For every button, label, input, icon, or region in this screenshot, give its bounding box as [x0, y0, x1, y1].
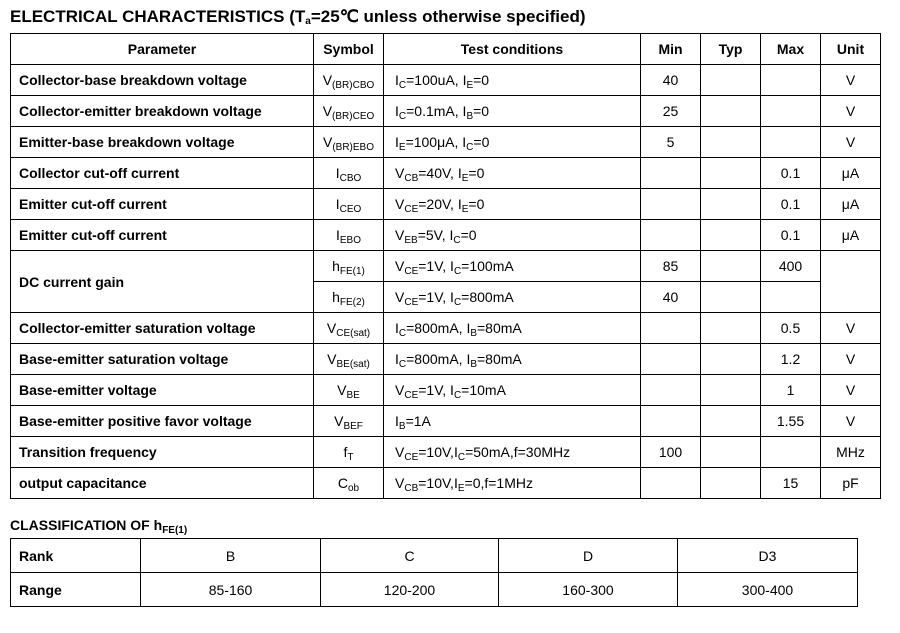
- electrical-characteristics-table: [10, 33, 881, 499]
- condition-subscript: EB: [404, 235, 418, 246]
- unit-cell: V: [821, 375, 881, 406]
- symbol-main: V: [327, 351, 337, 367]
- typ-cell: [701, 96, 761, 127]
- max-cell: 1.55: [761, 406, 821, 437]
- table-row: [11, 437, 881, 468]
- typ-cell: [701, 127, 761, 158]
- condition-text: =0: [468, 165, 485, 181]
- symbol-cell: [314, 65, 384, 96]
- symbol-main: I: [335, 165, 340, 181]
- parameter-cell: Emitter cut-off current: [11, 220, 314, 251]
- symbol-cell: [314, 251, 384, 282]
- unit-cell: pF: [821, 468, 881, 499]
- range-cell: 120-200: [321, 573, 499, 607]
- header-unit: Unit: [821, 34, 881, 65]
- condition-subscript: B: [470, 328, 477, 339]
- condition-text: I: [395, 103, 399, 119]
- condition-text: =0: [473, 72, 490, 88]
- typ-cell: [701, 437, 761, 468]
- condition-text: V: [395, 227, 405, 243]
- parameter-cell: Base-emitter positive favor voltage: [11, 406, 314, 437]
- range-label: Range: [11, 573, 141, 607]
- rank-cell: C: [321, 539, 499, 573]
- symbol-subscript: ob: [348, 483, 360, 494]
- test-condition-cell: [384, 127, 641, 158]
- symbol-cell: [314, 313, 384, 344]
- condition-text: =40V, I: [418, 165, 462, 181]
- condition-text: I: [395, 134, 399, 150]
- range-row: [11, 573, 858, 607]
- condition-subscript: B: [470, 359, 477, 370]
- symbol-main: V: [322, 134, 333, 150]
- min-cell: 100: [641, 437, 701, 468]
- condition-subscript: E: [466, 80, 474, 91]
- condition-text: I: [395, 72, 399, 88]
- unit-cell: V: [821, 127, 881, 158]
- condition-text: =50mA,f=30MHz: [465, 444, 571, 460]
- unit-cell: MHz: [821, 437, 881, 468]
- condition-text: =0,f=1MHz: [464, 475, 533, 491]
- parameter-cell: Collector-emitter saturation voltage: [11, 313, 314, 344]
- condition-text: =1A: [405, 413, 431, 429]
- test-condition-cell: [384, 65, 641, 96]
- symbol-cell: [314, 189, 384, 220]
- table-row: [11, 251, 881, 282]
- table-row: [11, 406, 881, 437]
- max-cell: 0.1: [761, 189, 821, 220]
- parameter-cell: Collector-emitter breakdown voltage: [11, 96, 314, 127]
- max-cell: 1: [761, 375, 821, 406]
- symbol-subscript: BE: [346, 390, 360, 401]
- typ-cell: [701, 189, 761, 220]
- max-cell: [761, 437, 821, 468]
- condition-subscript: C: [398, 359, 407, 370]
- symbol-main: I: [335, 196, 340, 212]
- min-cell: [641, 313, 701, 344]
- symbol-cell: [314, 468, 384, 499]
- test-condition-cell: [384, 282, 641, 313]
- typ-cell: [701, 158, 761, 189]
- symbol-subscript: (BR)CEO: [332, 111, 375, 122]
- condition-text: V: [395, 258, 405, 274]
- max-cell: [761, 282, 821, 313]
- rank-cell: D3: [678, 539, 858, 573]
- condition-text: V: [395, 475, 405, 491]
- condition-subscript: CE: [404, 204, 419, 215]
- max-cell: [761, 96, 821, 127]
- symbol-main: V: [337, 382, 347, 398]
- condition-text: I: [395, 320, 399, 336]
- test-condition-cell: [384, 375, 641, 406]
- typ-cell: [701, 220, 761, 251]
- max-cell: 0.5: [761, 313, 821, 344]
- parameter-cell: DC current gain: [11, 251, 314, 313]
- test-condition-cell: [384, 468, 641, 499]
- typ-cell: [701, 313, 761, 344]
- symbol-cell: [314, 375, 384, 406]
- condition-subscript: E: [457, 483, 465, 494]
- condition-text: =10V,I: [418, 444, 458, 460]
- min-cell: [641, 375, 701, 406]
- condition-subscript: CE: [404, 266, 419, 277]
- symbol-subscript: BEF: [343, 421, 363, 432]
- max-cell: [761, 127, 821, 158]
- typ-cell: [701, 468, 761, 499]
- unit-cell: μA: [821, 189, 881, 220]
- condition-text: =1V, I: [418, 382, 454, 398]
- min-cell: [641, 220, 701, 251]
- parameter-cell: Base-emitter voltage: [11, 375, 314, 406]
- symbol-main: C: [337, 475, 348, 491]
- condition-text: I: [395, 351, 399, 367]
- header-test-conditions: Test conditions: [384, 34, 641, 65]
- condition-subscript: B: [398, 421, 406, 432]
- test-condition-cell: [384, 344, 641, 375]
- parameter-cell: Emitter cut-off current: [11, 189, 314, 220]
- symbol-subscript: BE(sat): [336, 359, 370, 370]
- symbol-cell: [314, 127, 384, 158]
- symbol-main: I: [335, 227, 340, 243]
- test-condition-cell: [384, 158, 641, 189]
- max-cell: 0.1: [761, 220, 821, 251]
- condition-text: =1V, I: [418, 258, 454, 274]
- min-cell: 5: [641, 127, 701, 158]
- parameter-cell: Collector cut-off current: [11, 158, 314, 189]
- symbol-main: h: [332, 289, 340, 305]
- typ-cell: [701, 344, 761, 375]
- condition-text: V: [395, 289, 405, 305]
- min-cell: 40: [641, 65, 701, 96]
- condition-text: =800mA, I: [406, 351, 471, 367]
- header-typ: Typ: [701, 34, 761, 65]
- max-cell: 1.2: [761, 344, 821, 375]
- symbol-main: V: [334, 413, 344, 429]
- symbol-subscript: CE(sat): [336, 328, 371, 339]
- table-row: [11, 468, 881, 499]
- condition-subscript: C: [453, 266, 462, 277]
- min-cell: [641, 468, 701, 499]
- max-cell: 0.1: [761, 158, 821, 189]
- symbol-cell: [314, 406, 384, 437]
- condition-subscript: C: [398, 328, 407, 339]
- condition-text: =10mA: [461, 382, 506, 398]
- condition-text: =0: [473, 103, 490, 119]
- min-cell: [641, 406, 701, 437]
- condition-text: =10V,I: [418, 475, 458, 491]
- condition-text: =0: [468, 196, 485, 212]
- max-cell: 400: [761, 251, 821, 282]
- table-row: [11, 313, 881, 344]
- condition-subscript: CB: [404, 483, 419, 494]
- test-condition-cell: [384, 406, 641, 437]
- condition-text: =80mA: [477, 320, 522, 336]
- unit-cell: V: [821, 344, 881, 375]
- condition-subscript: C: [398, 80, 407, 91]
- max-cell: [761, 65, 821, 96]
- symbol-subscript: FE(1): [339, 266, 365, 277]
- table-row: [11, 127, 881, 158]
- condition-text: V: [395, 382, 405, 398]
- condition-text: =0: [460, 227, 477, 243]
- rank-cell: B: [141, 539, 321, 573]
- rank-row: [11, 539, 858, 573]
- typ-cell: [701, 251, 761, 282]
- condition-subscript: B: [466, 111, 474, 122]
- condition-text: =100uA, I: [406, 72, 467, 88]
- parameter-cell: Base-emitter saturation voltage: [11, 344, 314, 375]
- condition-subscript: C: [453, 297, 462, 308]
- unit-cell: μA: [821, 220, 881, 251]
- parameter-cell: Collector-base breakdown voltage: [11, 65, 314, 96]
- table-row: [11, 189, 881, 220]
- classification-table: [10, 538, 858, 607]
- condition-text: =100mA: [461, 258, 514, 274]
- min-cell: 40: [641, 282, 701, 313]
- condition-subscript: E: [398, 142, 406, 153]
- test-condition-cell: [384, 313, 641, 344]
- condition-subscript: CE: [404, 297, 419, 308]
- test-condition-cell: [384, 251, 641, 282]
- symbol-cell: [314, 344, 384, 375]
- condition-text: =5V, I: [417, 227, 454, 243]
- unit-cell: V: [821, 65, 881, 96]
- parameter-cell: Transition frequency: [11, 437, 314, 468]
- condition-subscript: C: [453, 235, 461, 246]
- symbol-main: V: [326, 320, 337, 336]
- condition-subscript: CE: [404, 452, 419, 463]
- symbol-subscript: (BR)EBO: [332, 142, 374, 153]
- unit-cell: V: [821, 96, 881, 127]
- symbol-subscript: CBO: [339, 173, 362, 184]
- condition-subscript: E: [461, 204, 469, 215]
- symbol-subscript: EBO: [339, 235, 361, 246]
- condition-text: =800mA, I: [406, 320, 471, 336]
- symbol-subscript: (BR)CBO: [332, 80, 375, 91]
- condition-text: I: [395, 413, 399, 429]
- symbol-subscript: FE(2): [339, 297, 365, 308]
- header-symbol: Symbol: [314, 34, 384, 65]
- unit-cell: V: [821, 313, 881, 344]
- min-cell: [641, 344, 701, 375]
- condition-text: V: [395, 444, 405, 460]
- rank-cell: D: [499, 539, 678, 573]
- condition-text: =80mA: [477, 351, 522, 367]
- table-row: [11, 375, 881, 406]
- condition-subscript: CB: [404, 173, 419, 184]
- symbol-cell: [314, 437, 384, 468]
- table-row: [11, 344, 881, 375]
- table-row: [11, 158, 881, 189]
- test-condition-cell: [384, 96, 641, 127]
- unit-cell: [821, 251, 881, 313]
- test-condition-cell: [384, 189, 641, 220]
- header-min: Min: [641, 34, 701, 65]
- condition-text: =100μA, I: [405, 134, 467, 150]
- condition-subscript: CE: [404, 390, 419, 401]
- rank-label: Rank: [11, 539, 141, 573]
- min-cell: 25: [641, 96, 701, 127]
- parameter-cell: output capacitance: [11, 468, 314, 499]
- max-cell: 15: [761, 468, 821, 499]
- page-title: ELECTRICAL CHARACTERISTICS ($T_a=25℃$ unless otherwise specified): [10, 7, 586, 27]
- condition-text: =1V, I: [418, 289, 454, 305]
- classification-title: CLASSIFICATION OF $h_{FE(1)}$: [10, 517, 188, 536]
- range-cell: 160-300: [499, 573, 678, 607]
- condition-text: =0: [473, 134, 490, 150]
- table-row: [11, 96, 881, 127]
- condition-text: V: [395, 196, 405, 212]
- symbol-main: V: [322, 103, 333, 119]
- typ-cell: [701, 375, 761, 406]
- condition-text: =0.1mA, I: [406, 103, 467, 119]
- parameter-cell: Emitter-base breakdown voltage: [11, 127, 314, 158]
- symbol-subscript: T: [347, 452, 354, 463]
- symbol-main: f: [343, 444, 348, 460]
- condition-subscript: C: [398, 111, 407, 122]
- symbol-cell: [314, 282, 384, 313]
- symbol-cell: [314, 220, 384, 251]
- condition-subscript: C: [453, 390, 462, 401]
- unit-cell: μA: [821, 158, 881, 189]
- typ-cell: [701, 282, 761, 313]
- test-condition-cell: [384, 437, 641, 468]
- condition-text: V: [395, 165, 405, 181]
- condition-text: =20V, I: [418, 196, 462, 212]
- table-row: [11, 220, 881, 251]
- test-condition-cell: [384, 220, 641, 251]
- min-cell: 85: [641, 251, 701, 282]
- min-cell: [641, 189, 701, 220]
- symbol-main: V: [322, 72, 333, 88]
- symbol-subscript: CEO: [339, 204, 362, 215]
- typ-cell: [701, 406, 761, 437]
- symbol-main: h: [332, 258, 340, 274]
- header-parameter: Parameter: [11, 34, 314, 65]
- range-cell: 300-400: [678, 573, 858, 607]
- condition-subscript: C: [466, 142, 474, 153]
- condition-subscript: C: [457, 452, 466, 463]
- table-row: [11, 65, 881, 96]
- min-cell: [641, 158, 701, 189]
- header-max: Max: [761, 34, 821, 65]
- condition-subscript: E: [461, 173, 469, 184]
- unit-cell: V: [821, 406, 881, 437]
- symbol-cell: [314, 96, 384, 127]
- symbol-cell: [314, 158, 384, 189]
- header-row: [11, 34, 881, 65]
- range-cell: 85-160: [141, 573, 321, 607]
- condition-text: =800mA: [461, 289, 514, 305]
- typ-cell: [701, 65, 761, 96]
